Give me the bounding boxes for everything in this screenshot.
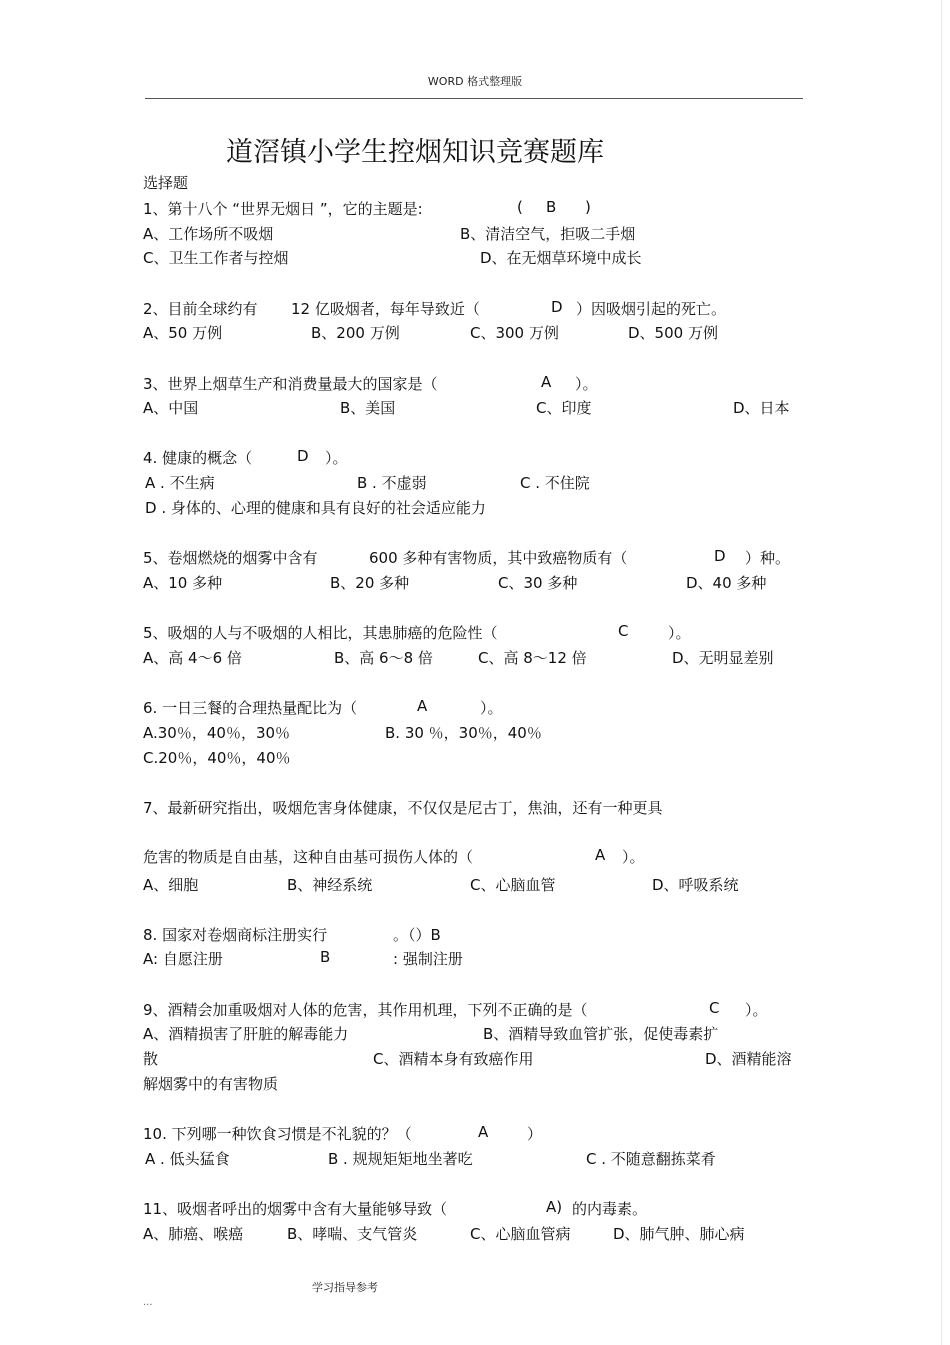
option-d: D、无明显差别 [672, 649, 774, 667]
option-b-letter: B [320, 948, 331, 966]
option-b-text: : 强制注册 [393, 950, 463, 968]
answer-11: A) [546, 1198, 563, 1216]
option-a: A、细胞 [143, 876, 199, 894]
answer-3: A [541, 373, 552, 391]
option-d: D、500 万例 [628, 324, 718, 342]
paren-open: ( [517, 198, 523, 216]
option-b-cont: 散 [143, 1050, 159, 1068]
question-8-end: 。（）B [393, 926, 441, 944]
page-edge-line [941, 0, 942, 1345]
question-4: 4. 健康的概念（ [143, 449, 253, 467]
answer-2: D [551, 298, 563, 316]
question-10: 10. 下列哪一种饮食习惯是不礼貌的？（ [143, 1125, 412, 1143]
option-a: A、工作场所不吸烟 [143, 225, 274, 243]
option-a: A.30％，40％，30％ [143, 724, 291, 742]
question-4-end: ）。 [325, 449, 348, 467]
option-d: D、呼吸系统 [652, 876, 739, 894]
option-a: A、高 4～6 倍 [143, 649, 242, 667]
option-c: C、心脑血管病 [470, 1225, 571, 1243]
option-a: A . 不生病 [145, 474, 215, 492]
page-footer: 学习指导参考 [312, 1281, 378, 1294]
question-7-end: ）。 [622, 848, 645, 866]
question-8: 8. 国家对卷烟商标注册实行 [143, 926, 328, 944]
option-b: B . 规规矩矩地坐著吃 [328, 1150, 473, 1168]
question-5b: 5、吸烟的人与不吸烟的人相比，其患肺癌的危险性（ [143, 624, 498, 642]
answer-4: D [297, 447, 309, 465]
answer-10: A [478, 1123, 489, 1141]
question-3: 3、世界上烟草生产和消费量最大的国家是（ [143, 375, 438, 393]
question-11: 11、吸烟者呼出的烟雾中含有大量能够导致（ [143, 1200, 448, 1218]
option-d: D、日本 [733, 399, 790, 417]
option-c: C、印度 [536, 399, 592, 417]
question-7: 7、最新研究指出，吸烟危害身体健康，不仅仅是尼古丁，焦油，还有一种更具 [143, 799, 663, 817]
option-c: C、高 8～12 倍 [478, 649, 587, 667]
option-b: B、哮喘、支气管炎 [287, 1225, 418, 1243]
option-a: A: 自愿注册 [143, 950, 223, 968]
option-a: A、肺癌、喉癌 [143, 1225, 244, 1243]
option-b: B、20 多种 [330, 574, 410, 592]
question-7-cont: 危害的物质是自由基，这种自由基可损伤人体的（ [143, 848, 474, 866]
question-1: 1、第十八个 “世界无烟日 ”，它的主题是: [143, 200, 423, 218]
option-b: B. 30 ％，30％，40％ [385, 724, 542, 742]
option-a: A、10 多种 [143, 574, 223, 592]
option-c: C、卫生工作者与控烟 [143, 249, 289, 267]
question-10-end: ） [527, 1125, 543, 1143]
question-9: 9、酒精会加重吸烟对人体的危害，其作用机理，下列不正确的是（ [143, 1001, 588, 1019]
section-label: 选择题 [143, 174, 189, 192]
question-3-end: ）。 [575, 375, 598, 393]
question-9-end: ）。 [745, 1001, 768, 1019]
question-6: 6. 一日三餐的合理热量配比为（ [143, 699, 358, 717]
question-2-end: ）因吸烟引起的死亡。 [576, 300, 727, 318]
option-a: A、50 万例 [143, 324, 223, 342]
option-b: B、神经系统 [287, 876, 373, 894]
question-5-part2: 600 多种有害物质，其中致癌物质有（ [369, 549, 628, 567]
header-rule [145, 98, 803, 99]
page-header: WORD 格式整理版 [427, 75, 523, 88]
option-d: D、40 多种 [686, 574, 767, 592]
answer-9: C [709, 999, 720, 1017]
option-c: C、心脑血管 [470, 876, 556, 894]
option-c: C、酒精本身有致癌作用 [373, 1050, 534, 1068]
question-11-end: 的内毒素。 [572, 1200, 648, 1218]
option-c: C、300 万例 [470, 324, 559, 342]
option-a: A . 低头猛食 [145, 1150, 230, 1168]
option-b: B、美国 [340, 399, 396, 417]
option-b: B、200 万例 [311, 324, 400, 342]
question-6-end: ）。 [480, 699, 503, 717]
option-d: D . 身体的、心理的健康和具有良好的社会适应能力 [145, 499, 486, 517]
option-d: D、肺气肿、肺心病 [613, 1225, 745, 1243]
answer-6: A [417, 697, 428, 715]
option-d: D、在无烟草环境中成长 [480, 249, 642, 267]
option-d: D、酒精能溶 [705, 1050, 792, 1068]
question-5b-end: ）。 [668, 624, 691, 642]
page-title: 道滘镇小学生控烟知识竞赛题库 [226, 137, 604, 168]
paren-close: ) [585, 198, 591, 216]
option-c: C . 不住院 [520, 474, 590, 492]
option-b: B、清洁空气，拒吸二手烟 [460, 225, 636, 243]
answer-5b: C [618, 622, 629, 640]
option-b: B、高 6～8 倍 [334, 649, 433, 667]
answer-5: D [714, 547, 726, 565]
question-5-part1: 5、卷烟燃烧的烟雾中含有 [143, 549, 318, 567]
option-c: C.20％，40％，40％ [143, 749, 291, 767]
option-c: C、30 多种 [498, 574, 578, 592]
answer-1: B [546, 198, 557, 216]
option-a: A、中国 [143, 399, 199, 417]
corner-mark: ... [143, 1297, 153, 1308]
option-d-cont: 解烟雾中的有害物质 [143, 1075, 279, 1093]
option-a: A、酒精损害了肝脏的解毒能力 [143, 1025, 349, 1043]
option-b: B . 不虚弱 [357, 474, 427, 492]
question-2-part1: 2、目前全球约有 [143, 300, 258, 318]
answer-7: A [595, 846, 606, 864]
question-5-end: ）种。 [745, 549, 791, 567]
option-b: B、酒精导致血管扩张，促使毒素扩 [483, 1025, 719, 1043]
option-c: C . 不随意翻拣菜肴 [586, 1150, 716, 1168]
question-2-part2: 12 亿吸烟者，每年导致近（ [291, 300, 480, 318]
